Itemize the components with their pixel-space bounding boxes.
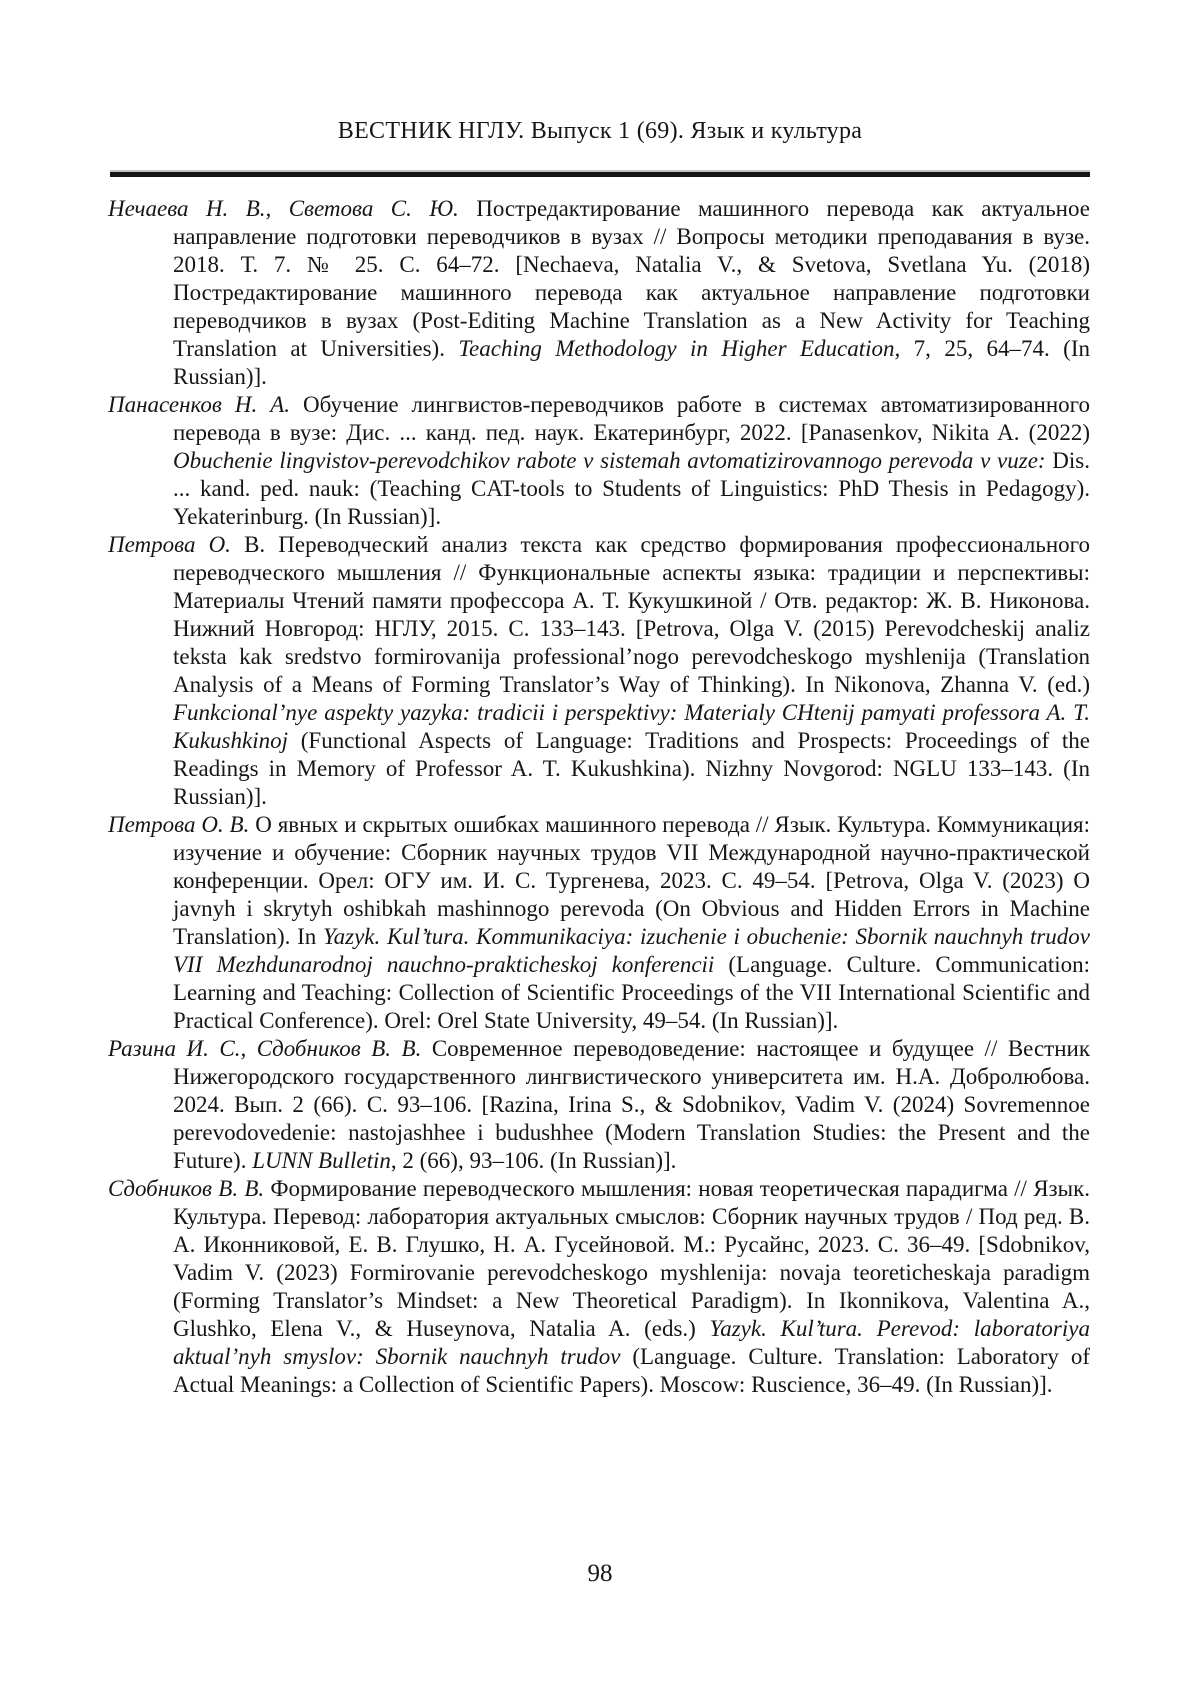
reference-italic-run: Петрова О. (108, 532, 231, 557)
reference-italic-run: Петрова О. В. (108, 812, 256, 837)
page-number: 98 (587, 1560, 613, 1587)
reference-entry (108, 1175, 1090, 1399)
reference-italic-run: Teaching Methodology in Higher Education (458, 336, 895, 361)
journal-title: ВЕСТНИК НГЛУ. Выпуск 1 (69). Язык и культура (337, 118, 863, 144)
reference-italic-run: Разина И. С., Сдобников В. В. (108, 1036, 432, 1061)
reference-text-run: О явных и скрытых ошибках машинного перевода // Язык. Культура. Коммуникация: изучение и обучение: Сборник научных трудов VII Международной научно-практической конференции. Орел: ОГУ им. И. С. Тургенева, 2023. С. 49–54. [Petrova, Olga V. (2023) O javnyh i skrytyh oshibkah mashinnogo perevoda (On Obvious and Hidden Errors in Machine Translation). In (173, 812, 1090, 949)
reference-italic-run: Нечаева Н. В., Светова С. Ю. (108, 196, 477, 221)
reference-entry (108, 391, 1090, 531)
reference-entry (108, 531, 1090, 811)
reference-entry (108, 1035, 1090, 1175)
reference-entry (108, 811, 1090, 1035)
reference-text-run: Формирование переводческого мышления: новая теоретическая парадигма // Язык. Культура. Перевод: лаборатория актуальных смыслов: Сборник научных трудов / Под ред. В. А. Иконниковой, Е. В. Глушко, Н. А. Гусейновой. М.: Русайнс, 2023. С. 36–49. [Sdobnikov, Vadim V. (2023) Formirovanie perevodcheskogo myshlenija: novaja teoreticheskaja paradigm (Forming Translator’s Mindset: a New Theoretical Paradigm). In Ikonnikova, Valentina A., Glushko, Elena V., & Huseynova, Natalia A. (eds.) (173, 1176, 1090, 1341)
reference-text-run: , 7, 25, 64–74. (In Russian)]. (173, 336, 1090, 389)
reference-entry (108, 195, 1090, 391)
reference-text-run: (Functional Aspects of Language: Traditions and Prospects: Proceedings of the Readings in Memory of Professor A. T. Kukushkina). Nizhny Novgorod: NGLU 133–143. (In Russian)]. (173, 728, 1090, 809)
reference-text-run: Dis. ... kand. ped. nauk: (Teaching CAT-tools to Students of Linguistics: PhD Thesis in Pedagogy). Yekaterinburg. (In Russian)]. (173, 448, 1090, 529)
reference-italic-run: Панасенков Н. А. (108, 392, 304, 417)
reference-text-run: , 2 (66), 93–106. (In Russian)]. (390, 1148, 677, 1173)
reference-text-run: Современное переводоведение: настоящее и будущее // Вестник Нижегородского государственного лингвистического университета им. Н.А. Добролюбова. 2024. Вып. 2 (66). С. 93–106. [Razina, Irina S., & Sdobnikov, Vadim V. (2024) Sovremennoe perevodovedenie: nastojashhee i budushhee (Modern Translation Studies: the Present and the Future). (173, 1036, 1090, 1173)
reference-italic-run: Yazyk. Kul’tura. Perevod: laboratoriya aktual’nyh smyslov: Sbornik nauchnyh trudov (173, 1316, 1090, 1369)
reference-italic-run: LUNN Bulletin (252, 1148, 391, 1173)
header-divider (110, 172, 1090, 177)
reference-text-run: Постредактирование машинного перевода как актуальное направление подготовки переводчиков в вузах // Вопросы методики преподавания в вузе. 2018. Т. 7. № 25. С. 64–72. [Nechaeva, Natalia V., & Svetova, Svetlana Yu. (2018) Постредактирование машинного перевода как актуальное направление подготовки переводчиков в вузах (Post-Editing Machine Translation as a New Activity for Teaching Translation at Universities). (173, 196, 1090, 361)
reference-italic-run: Obuchenie lingvistov-perevodchikov rabote v sistemah avtomatizirovannogo perevoda v vuze: (173, 448, 1046, 473)
reference-italic-run: Funkcional’nye aspekty yazyka: tradicii i perspektivy: Materialy CHtenij pamyati professora A. T. Kukushkinoj (173, 700, 1090, 753)
reference-text-run: (Language. Culture. Translation: Laboratory of Actual Meanings: a Collection of Scientific Papers). Moscow: Ruscience, 36–49. (In Russian)]. (173, 1344, 1090, 1397)
reference-text-run: В. Переводческий анализ текста как средство формирования профессионального переводческого мышления // Функциональные аспекты языка: традиции и перспективы: Материалы Чтений памяти профессора А. Т. Кукушкиной / Отв. редактор: Ж. В. Никонова. Нижний Новгород: НГЛУ, 2015. С. 133–143. [Petrova, Olga V. (2015) Perevodcheskij analiz teksta kak sredstvo formirovanija professional’nogo perevodcheskogo myshlenija (Translation Analysis of a Means of Forming Translator’s Way of Thinking). In Nikonova, Zhanna V. (ed.) (173, 532, 1090, 697)
reference-italic-run: Сдобников В. В. (108, 1176, 271, 1201)
references-list (108, 195, 1090, 1399)
reference-italic-run: Yazyk. Kul’tura. Kommunikaciya: izuchenie i obuchenie: Sbornik nauchnyh trudov VII Mezhdunarodnoj nauchno-prakticheskoj konferencii (173, 924, 1090, 977)
reference-text-run: (Language. Culture. Communication: Learning and Teaching: Collection of Scientific Proceedings of the VII International Scientific and Practical Conference). Orel: Orel State University, 49–54. (In Russian)]. (173, 952, 1090, 1033)
reference-text-run: Обучение лингвистов-переводчиков работе в системах автоматизированного перевода в вузе: Дис. ... канд. пед. наук. Екатеринбург, 2022. [Panasenkov, Nikita A. (2022) (173, 392, 1090, 445)
